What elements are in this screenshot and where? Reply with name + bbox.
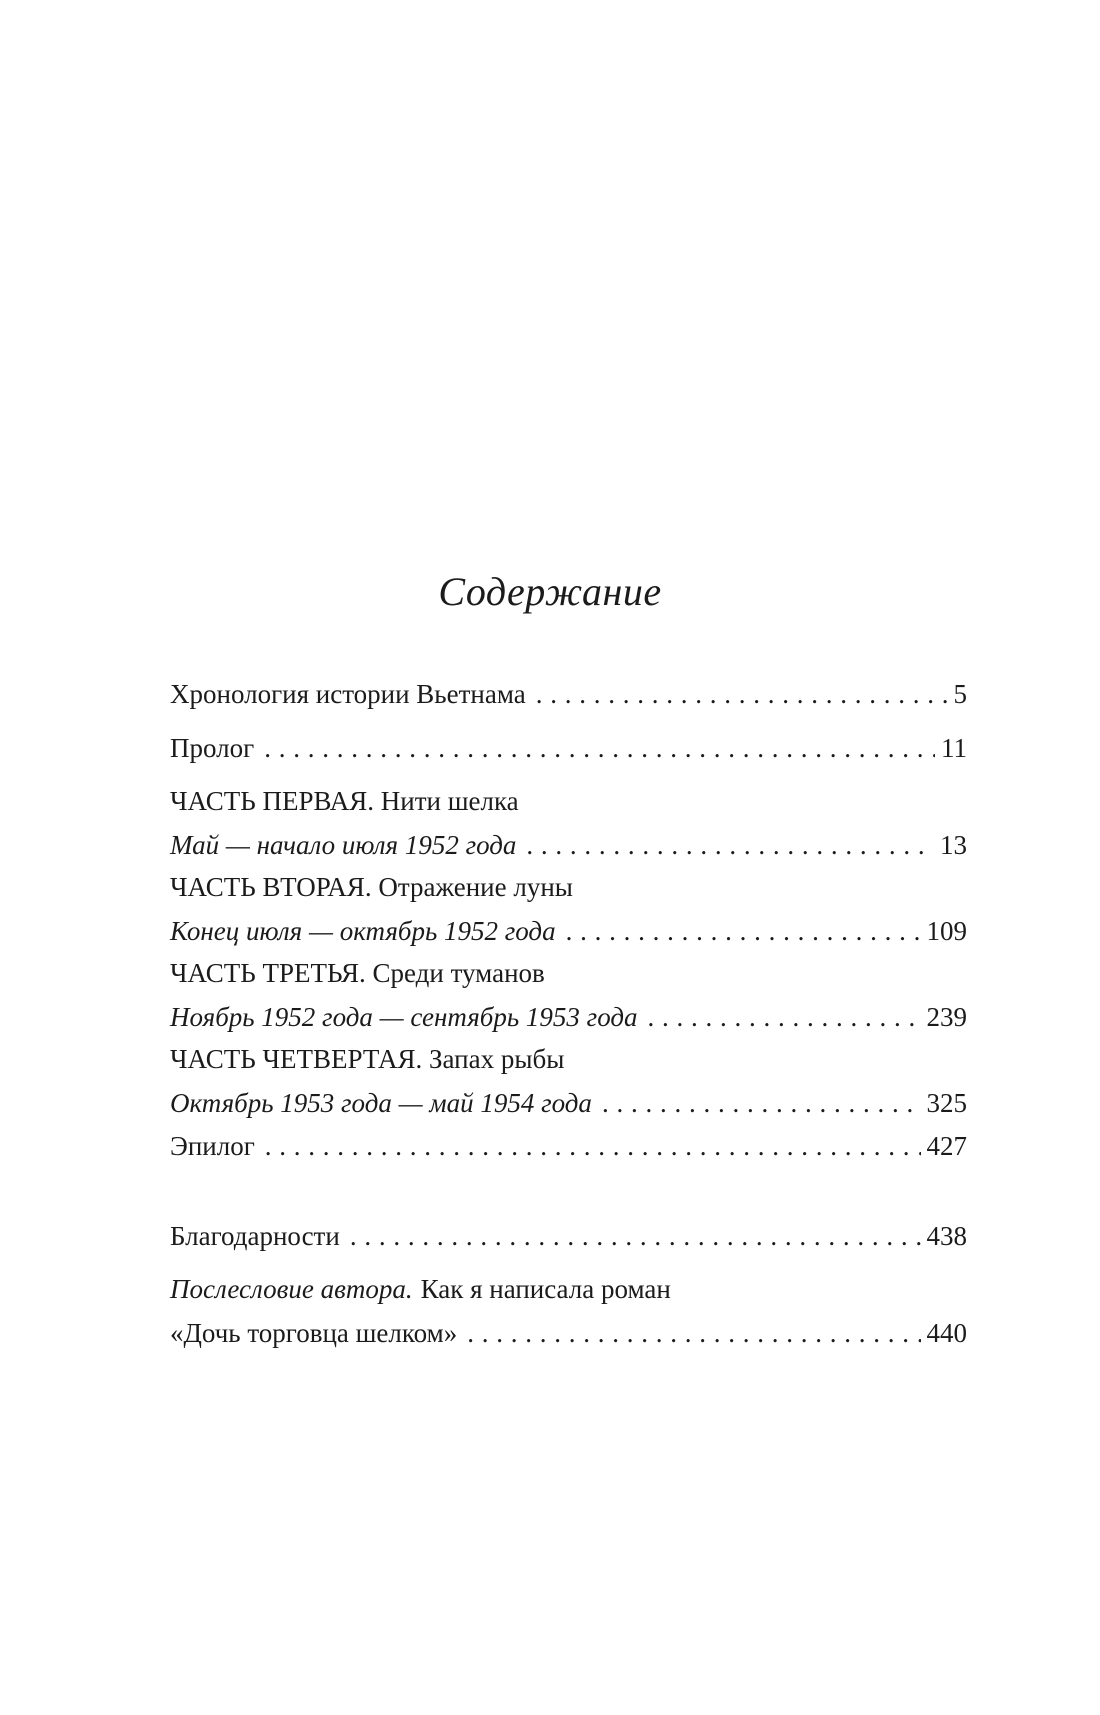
dot-leader xyxy=(602,1081,921,1125)
page-number: 440 xyxy=(926,1318,967,1348)
toc-entry-chronology[interactable] xyxy=(170,672,967,716)
dot-leader xyxy=(350,1214,921,1258)
dot-leader xyxy=(467,1311,920,1355)
toc-entry-part-one[interactable] xyxy=(170,779,967,867)
toc-line xyxy=(170,726,967,770)
toc-line xyxy=(170,1037,967,1081)
toc-part-title: ЧАСТЬ ТРЕТЬЯ. Среди туманов xyxy=(170,958,545,988)
toc-entry-prologue[interactable] xyxy=(170,726,967,770)
toc-entry-title: Эпилог xyxy=(170,1131,255,1161)
page-number: 239 xyxy=(926,1002,967,1032)
dot-leader xyxy=(648,995,921,1039)
toc-entry-afterword[interactable] xyxy=(170,1267,967,1355)
page-number: 325 xyxy=(926,1088,967,1118)
toc-line xyxy=(170,951,967,995)
toc-line xyxy=(170,995,967,1039)
toc-part-dates: Май — начало июля 1952 года xyxy=(170,830,517,860)
toc-afterword-label: Послесловие автора. xyxy=(170,1274,413,1304)
toc-afterword-title: Как я написала роман xyxy=(420,1274,671,1304)
page-title: Содержание xyxy=(438,569,662,614)
toc-entry-part-three[interactable] xyxy=(170,951,967,1039)
toc-part-dates: Ноябрь 1952 года — сентябрь 1953 года xyxy=(170,1002,638,1032)
page-number: 427 xyxy=(926,1131,967,1161)
toc-entry-title: Хронология истории Вьетнама xyxy=(170,679,526,709)
toc-line xyxy=(170,1267,967,1311)
toc-entry-epilogue[interactable] xyxy=(170,1124,967,1168)
dot-leader xyxy=(265,1124,921,1168)
toc-part-title: ЧАСТЬ ПЕРВАЯ. Нити шелка xyxy=(170,786,519,816)
toc-part-dates: Октябрь 1953 года — май 1954 года xyxy=(170,1088,592,1118)
page-number: 13 xyxy=(940,830,967,860)
toc-entry-acknowledgements[interactable] xyxy=(170,1214,967,1258)
toc-entry-title: Пролог xyxy=(170,733,255,763)
dot-leader xyxy=(566,909,921,953)
page-number: 438 xyxy=(926,1221,967,1251)
toc-afterword-title-cont: «Дочь торговца шелком» xyxy=(170,1318,458,1348)
dot-leader xyxy=(264,726,935,770)
toc-line xyxy=(170,1081,967,1125)
toc-line xyxy=(170,779,967,823)
toc-line xyxy=(170,1124,967,1168)
dot-leader xyxy=(526,823,934,867)
toc-line xyxy=(170,672,967,716)
dot-leader xyxy=(536,672,948,716)
toc-line xyxy=(170,1214,967,1258)
toc-part-title: ЧАСТЬ ВТОРАЯ. Отражение луны xyxy=(170,872,573,902)
page-number: 109 xyxy=(926,916,967,946)
page-number: 11 xyxy=(941,733,967,763)
toc-entry-title: Благодарности xyxy=(170,1221,340,1251)
toc-part-title: ЧАСТЬ ЧЕТВЕРТАЯ. Запах рыбы xyxy=(170,1044,565,1074)
toc-line xyxy=(170,909,967,953)
toc-entry-part-two[interactable] xyxy=(170,865,967,953)
toc-line xyxy=(170,1311,967,1355)
toc-part-dates: Конец июля — октябрь 1952 года xyxy=(170,916,556,946)
toc-line xyxy=(170,823,967,867)
page-number: 5 xyxy=(953,679,967,709)
toc-line xyxy=(170,865,967,909)
toc-entry-part-four[interactable] xyxy=(170,1037,967,1125)
